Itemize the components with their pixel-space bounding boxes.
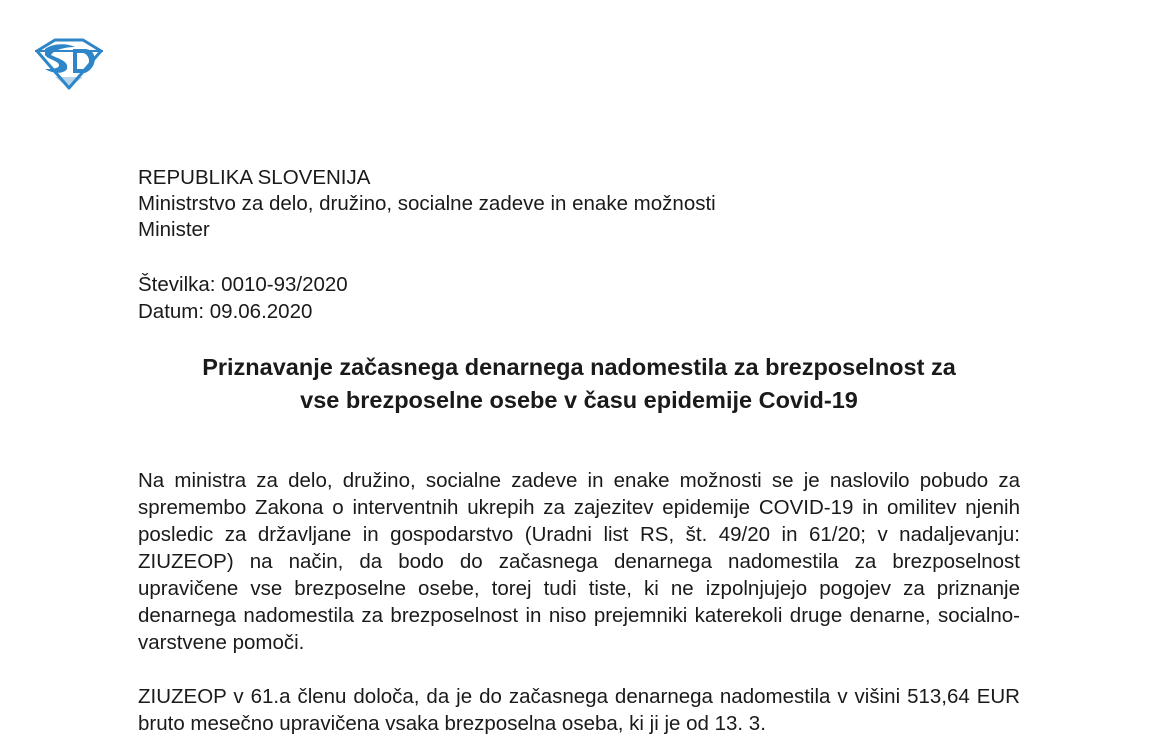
office-name: Minister xyxy=(138,218,210,241)
document-date: Datum: 09.06.2020 xyxy=(138,300,313,323)
party-logo-icon xyxy=(33,37,105,91)
title-line-2: vse brezposelne osebe v času epidemije Covid-19 xyxy=(300,387,858,413)
body-paragraph-1: Na ministra za delo, družino, socialne zadeve in enake možnosti se je naslovilo pobudo za spremembo Zakona o interventnih ukrepih za zajezitev epidemije COVID-19 in omilitev njenih posledic za državljane in gospodarstvo (Uradni list RS, št. 49/20 in 61/20; v nadaljevanju: ZIUZEOP) na način, da bodo do začasnega denarnega nadomestila za brezposelnost upravičene vse brezposelne osebe, torej tudi tiste, ki ne izpolnjujejo pogojev za priznanje denarnega nadomestila za brezposelnost in niso prejemniki katerekoli druge denarne, socialno-varstvene pomoči. xyxy=(138,469,1020,654)
title-line-1: Priznavanje začasnega denarnega nadomestila za brezposelnost za xyxy=(202,354,956,380)
country-name: REPUBLIKA SLOVENIJA xyxy=(138,166,371,189)
body-paragraph-2: ZIUZEOP v 61.a členu določa, da je do začasnega denarnega nadomestila v višini 513,64 EUR bruto mesečno upravičena vsaka brezposelna oseba, ki ji je od 13. 3. xyxy=(138,685,1020,735)
document-title xyxy=(138,351,1020,417)
institution-header xyxy=(138,165,716,243)
ministry-name: Ministrstvo za delo, družino, socialne zadeve in enake možnosti xyxy=(138,192,716,215)
document-meta xyxy=(138,271,348,325)
document-number: Številka: 0010-93/2020 xyxy=(138,273,348,296)
